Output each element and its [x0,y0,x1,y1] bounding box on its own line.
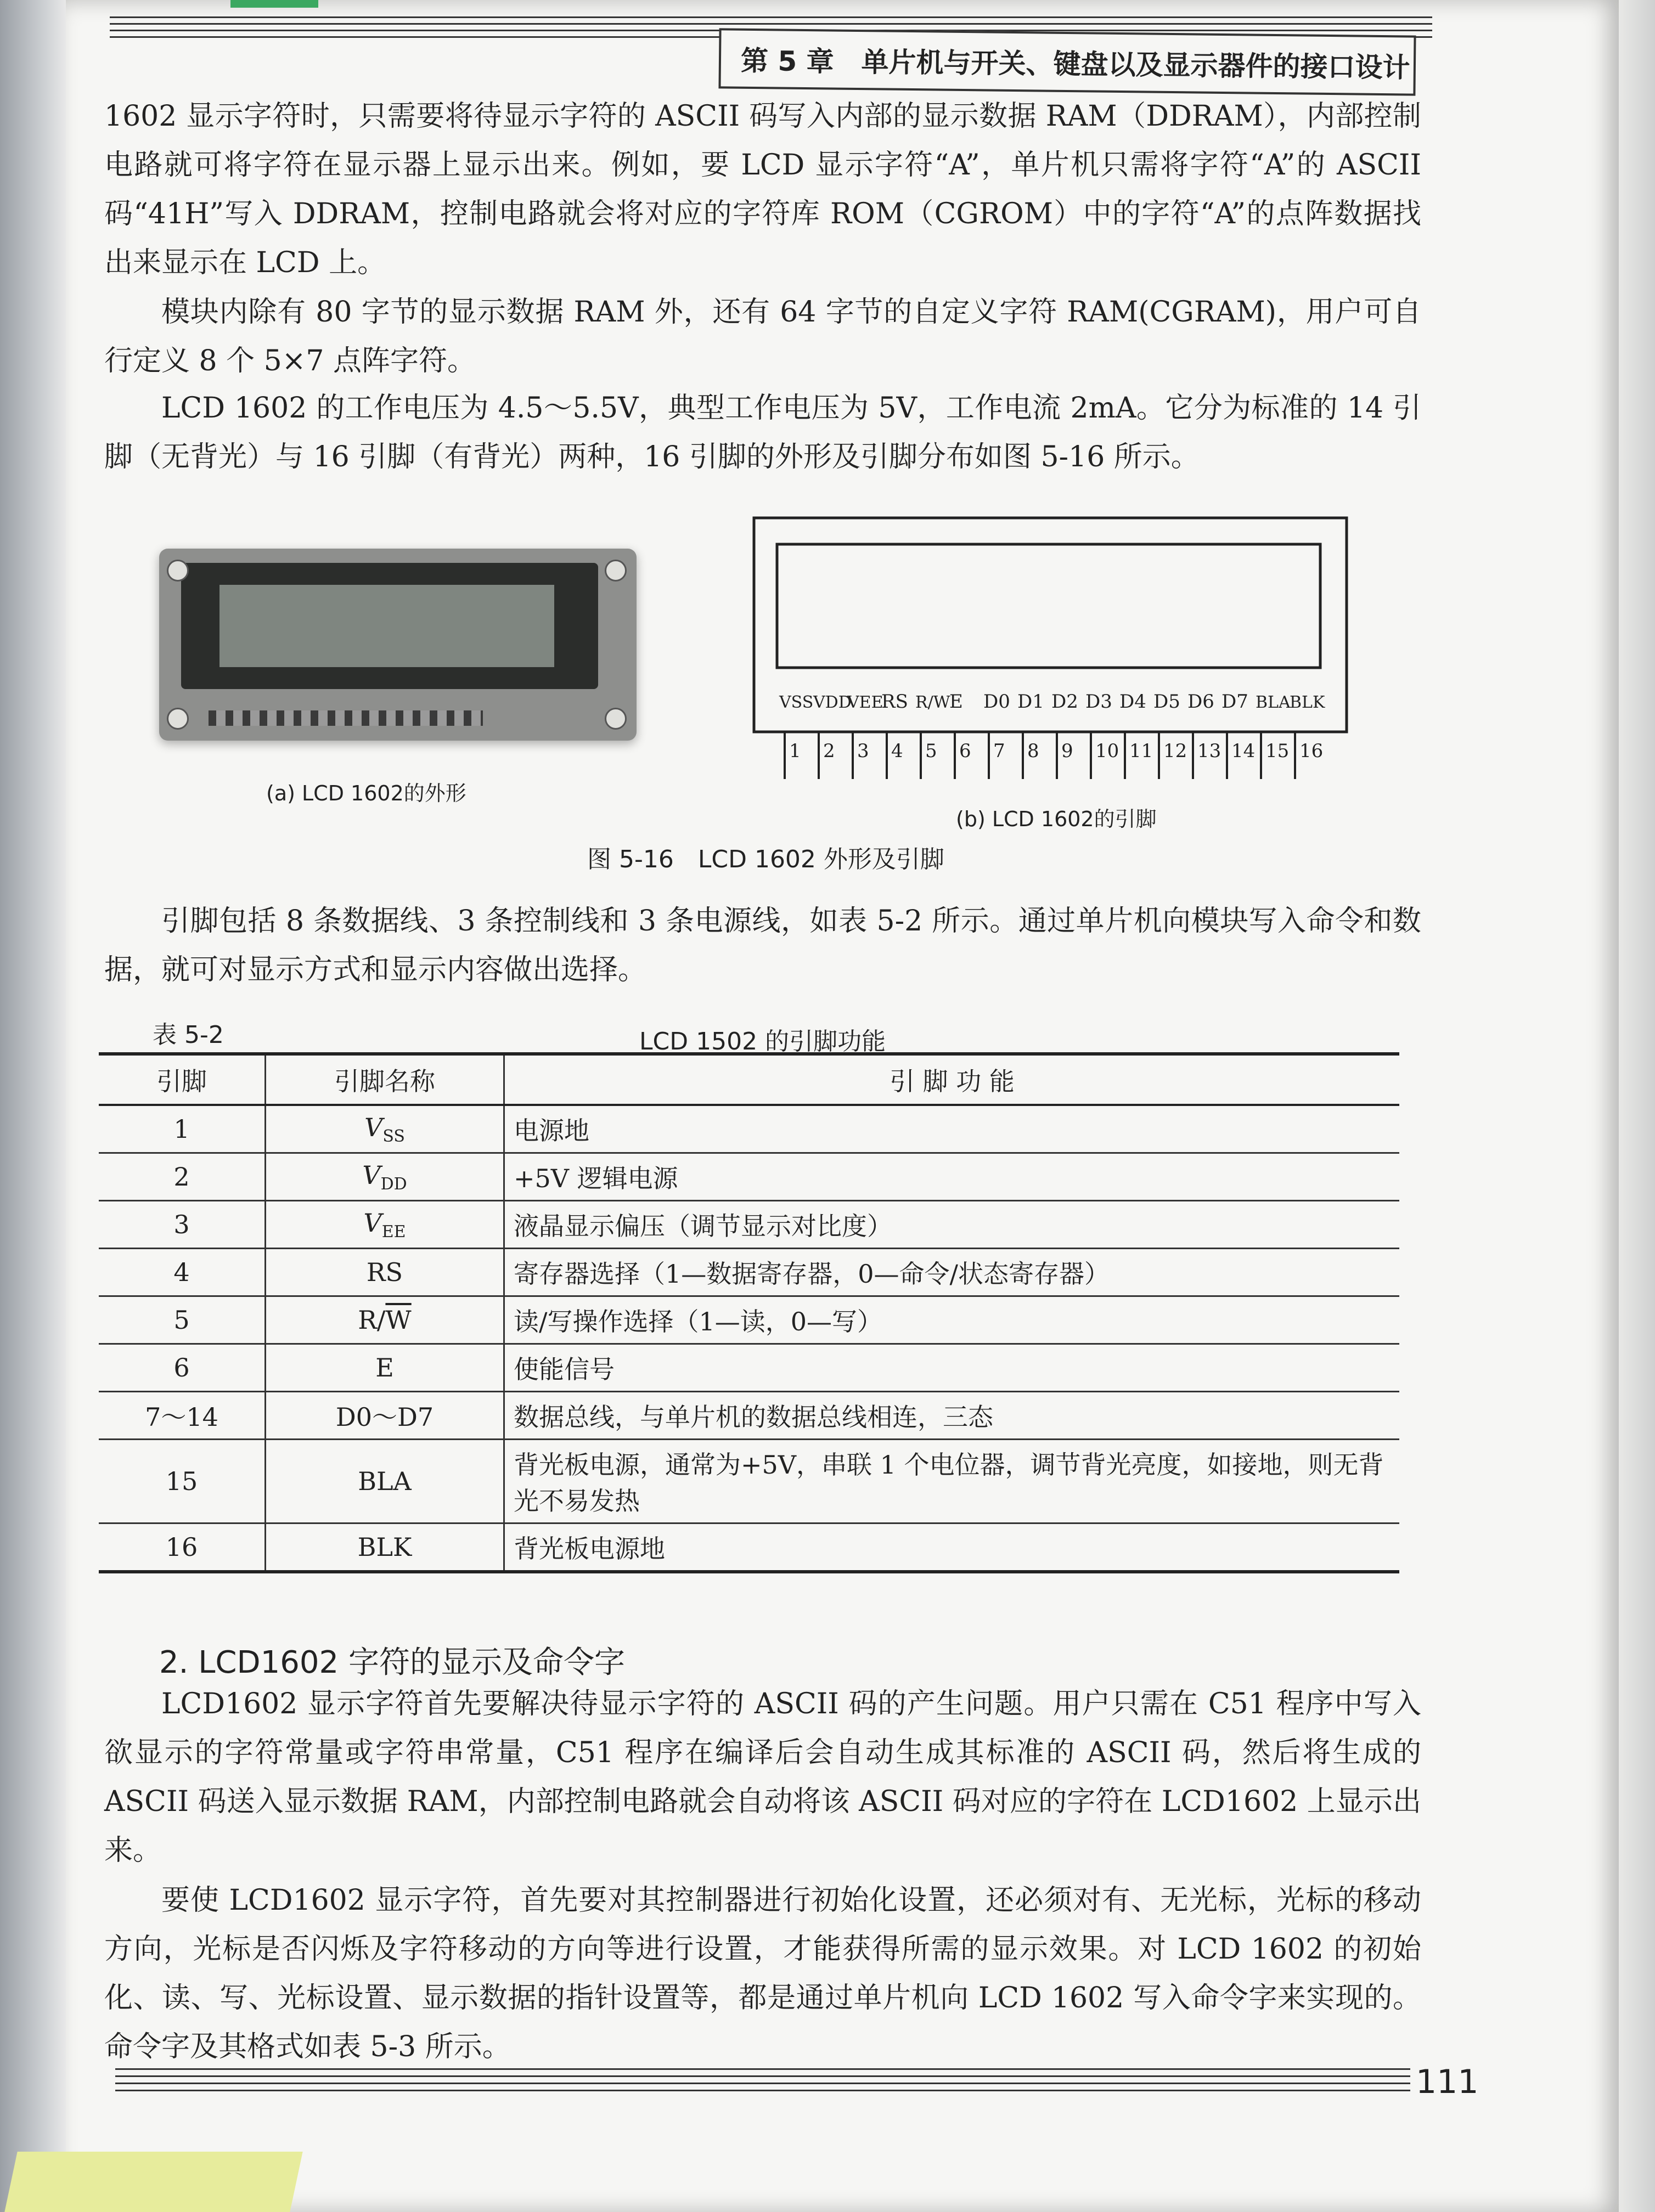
pin-number: 5 [925,740,937,762]
mount-hole [167,708,189,730]
pin-number: 4 [891,740,903,762]
pin-label-vee: VEE [847,693,883,712]
header-pin-name: 引脚名称 [266,1054,504,1105]
pin-cell: 2 [99,1153,266,1201]
pin-function-cell: 电源地 [504,1105,1400,1153]
page-edge [1619,0,1655,2212]
paragraph-3: LCD 1602 的工作电压为 4.5～5.5V，典型工作电压为 5V，工作电流 2mA。它分为标准的 14 引脚（无背光）与 16 引脚（有背光）两种，16 引脚的外形及引脚分布如图 5-16 所示。 [104,392,1421,473]
pin-cell: 1 [99,1105,266,1153]
pin-function-cell: 读/写操作选择（1—读，0—写） [504,1296,1400,1344]
pin-number: 3 [857,740,869,762]
pin-name-cell: D0～D7 [266,1392,504,1440]
pin-number: 14 [1231,740,1256,762]
pin-name-sub: SS [382,1126,405,1146]
pin-name-cell [266,1201,504,1249]
table-row [99,1392,1399,1440]
pin-number: 12 [1163,740,1187,762]
page-number: 111 [1416,2063,1479,2101]
pin-number: 10 [1095,740,1119,762]
pin-name-sub: EE [381,1222,406,1242]
pin-label-rs: RS [881,691,908,713]
pin-function-cell: 液晶显示偏压（调节显示对比度） [504,1201,1400,1249]
pin-label-blk: BLK [1290,693,1325,712]
sticky-note-yellow [4,2152,302,2212]
pin-function-table [99,1052,1399,1573]
pin-number: 8 [1027,740,1039,762]
pin-label-d5: D5 [1153,691,1180,713]
header-pin-function: 引 脚 功 能 [504,1054,1400,1105]
table-row [99,1344,1399,1392]
pin-name-cell [266,1153,504,1201]
pin-label-vss: VSS [779,693,814,712]
table-row [99,1523,1399,1572]
pin-number: 16 [1299,740,1324,762]
pin-name-overline: $\overline{W}$ [385,1305,412,1335]
mount-hole [605,708,627,730]
pin-name-cell: BLA [266,1440,504,1523]
paragraph-4: 引脚包括 8 条数据线、3 条控制线和 3 条电源线，如表 5-2 所示。通过单片机向模块写入命令和数据，就可对显示方式和显示内容做出选择。 [104,905,1421,986]
pin-label-d6: D6 [1187,691,1214,713]
lcd-pin-diagram [752,516,1366,785]
lcd-bezel [181,563,598,689]
table-title: LCD 1502 的引脚功能 [639,1028,886,1056]
table-row [99,1201,1399,1249]
pin-function-cell: +5V 逻辑电源 [504,1153,1400,1201]
pin-name-cell: E [266,1344,504,1392]
table-header-row [99,1054,1399,1105]
section-title: 2. LCD1602 字符的显示及命令字 [159,1645,625,1680]
pin-name-sub: DD [380,1174,407,1194]
pin-name-cell [266,1296,504,1344]
pin-number: 1 [789,740,801,762]
pin-number: 13 [1197,740,1221,762]
figure-caption-b: (b) LCD 1602的引脚 [956,807,1157,831]
figure-caption-a: (a) LCD 1602的外形 [266,781,466,805]
pin-label-d2: D2 [1051,691,1078,713]
pin-label-d7: D7 [1221,691,1248,713]
paragraph-2: 模块内除有 80 字节的显示数据 RAM 外，还有 64 字节的自定义字符 RAM(CGRAM)，用户可自行定义 8 个 5×7 点阵字符。 [104,296,1421,377]
table-row [99,1249,1399,1296]
lcd-module-photo [159,549,637,741]
mount-hole [605,560,627,582]
pin-name-cell [266,1105,504,1153]
pin-number: 15 [1265,740,1290,762]
pin-cell: 6 [99,1344,266,1392]
pin-cell: 15 [99,1440,266,1523]
book-spine-shadow [0,0,66,2212]
pin-label-d4: D4 [1119,691,1146,713]
sticky-tab-green [230,0,318,8]
pin-label-rw: R/W [915,693,950,712]
paragraph-5: LCD1602 显示字符首先要解决待显示字符的 ASCII 码的产生问题。用户只需在 C51 程序中写入欲显示的字符常量或字符串常量，C51 程序在编译后会自动生成其标准的 ASCII 码，然后将生成的 ASCII 码送入显示数据 RAM，内部控制电路就会自动将该 ASCII 码对应的字符在 LCD1602 上显示出来。 [104,1688,1421,1867]
pin-name-cell: BLK [266,1523,504,1572]
table-row [99,1153,1399,1201]
chapter-header: 第 5 章 单片机与开关、键盘以及显示器件的接口设计 [718,28,1416,95]
table-row [99,1296,1399,1344]
pin-function-cell: 寄存器选择（1—数据寄存器，0—命令/状态寄存器） [504,1249,1400,1296]
pin-number: 6 [959,740,971,762]
paragraph-6: 要使 LCD1602 显示字符，首先要对其控制器进行初始化设置，还必须对有、无光标，光标的移动方向，光标是否闪烁及字符移动的方向等进行设置，才能获得所需的显示效果。对 LCD 1602 的初始化、读、写、光标设置、显示数据的指针设置等，都是通过单片机向 LCD 1602 写入命令字来实现的。命令字及其格式如表 5-3 所示。 [104,1884,1421,2063]
pin-number: 11 [1129,740,1153,762]
pin-cell: 4 [99,1249,266,1296]
header-pin: 引脚 [99,1054,266,1105]
table-row [99,1105,1399,1153]
pin-cell: 16 [99,1523,266,1572]
pin-function-cell: 背光板电源，通常为+5V，串联 1 个电位器，调节背光亮度，如接地，则无背光不易发热 [504,1440,1400,1523]
pin-cell: 3 [99,1201,266,1249]
pin-label-bla: BLA [1256,693,1291,712]
footer-rules [115,2068,1410,2097]
lcd-screen [219,585,554,667]
pin-label-e: E [949,691,963,713]
table-row [99,1440,1399,1523]
pin-number: 7 [993,740,1005,762]
lcd-pin-header [209,710,483,726]
pin-label-vdd: VDD [813,693,852,712]
mount-hole [167,560,189,582]
paragraph-1: 1602 显示字符时，只需要将待显示字符的 ASCII 码写入内部的显示数据 RAM（DDRAM），内部控制电路就可将字符在显示器上显示出来。例如，要 LCD 显示字符“A”，单片机只需将字符“A”的 ASCII 码“41H”写入 DDRAM，控制电路就会将对应的字符库 ROM（CGROM）中的字符“A”的点阵数据找出来显示在 LCD 上。 [104,100,1421,279]
pin-function-cell: 背光板电源地 [504,1523,1400,1572]
pin-number: 9 [1061,740,1073,762]
pin-label-d3: D3 [1085,691,1112,713]
figure-title: 图 5-16 LCD 1602 外形及引脚 [587,845,944,873]
pin-name-main: V [362,1160,381,1190]
pin-label-d0: D0 [983,691,1010,713]
pin-cell: 5 [99,1296,266,1344]
pin-function-cell: 使能信号 [504,1344,1400,1392]
pin-name-main: V [363,1207,382,1238]
pin-name-main: V [364,1112,383,1142]
pin-name-prefix: R/ [358,1305,386,1335]
display-area-outline [777,544,1320,668]
table-label: 表 5-2 [153,1021,224,1049]
pin-label-d1: D1 [1017,691,1044,713]
pin-cell: 7～14 [99,1392,266,1440]
pin-number: 2 [823,740,835,762]
pin-function-cell: 数据总线，与单片机的数据总线相连，三态 [504,1392,1400,1440]
pin-name-cell: RS [266,1249,504,1296]
